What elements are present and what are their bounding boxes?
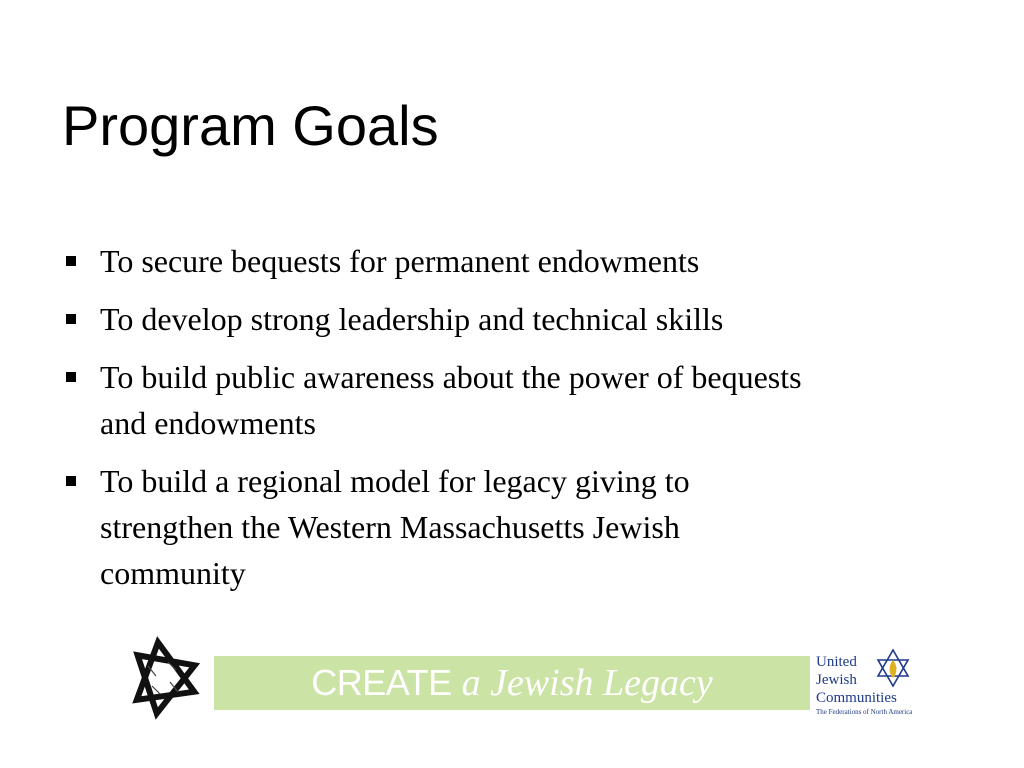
- banner-legacy-text: a Jewish Legacy: [461, 662, 713, 704]
- bullet-text: To secure bequests for permanent endowments: [100, 243, 700, 279]
- bullet-text: To build a regional model for legacy giving to: [100, 463, 690, 499]
- star-of-david-logo-icon: [126, 636, 200, 720]
- list-item: [62, 458, 962, 596]
- create-jewish-legacy-banner: [214, 656, 810, 710]
- ujc-line-communities: Communities: [816, 690, 897, 706]
- bullet-text-continued: community: [100, 555, 246, 591]
- square-bullet-icon: [66, 256, 76, 266]
- square-bullet-icon: [66, 314, 76, 324]
- bullet-text: To develop strong leadership and technical skills: [100, 301, 724, 337]
- bullet-text-continued: strengthen the Western Massachusetts Jewish: [100, 509, 680, 545]
- page-title: Program Goals: [62, 94, 439, 157]
- list-item: [62, 238, 962, 284]
- bullet-text-continued: and endowments: [100, 405, 316, 441]
- bullet-text: To build public awareness about the power of bequests: [100, 359, 802, 395]
- footer-logos: [0, 630, 1024, 730]
- square-bullet-icon: [66, 372, 76, 382]
- banner-create-text: CREATE: [311, 662, 452, 703]
- list-item: [62, 354, 962, 446]
- ujc-line-jewish: Jewish: [816, 672, 857, 688]
- bullet-list: [62, 238, 962, 608]
- star-flame-icon: [872, 648, 914, 688]
- ujc-logo: [816, 648, 920, 718]
- ujc-tagline: The Federations of North America: [816, 708, 913, 716]
- square-bullet-icon: [66, 476, 76, 486]
- ujc-line-united: United: [816, 654, 857, 670]
- list-item: [62, 296, 962, 342]
